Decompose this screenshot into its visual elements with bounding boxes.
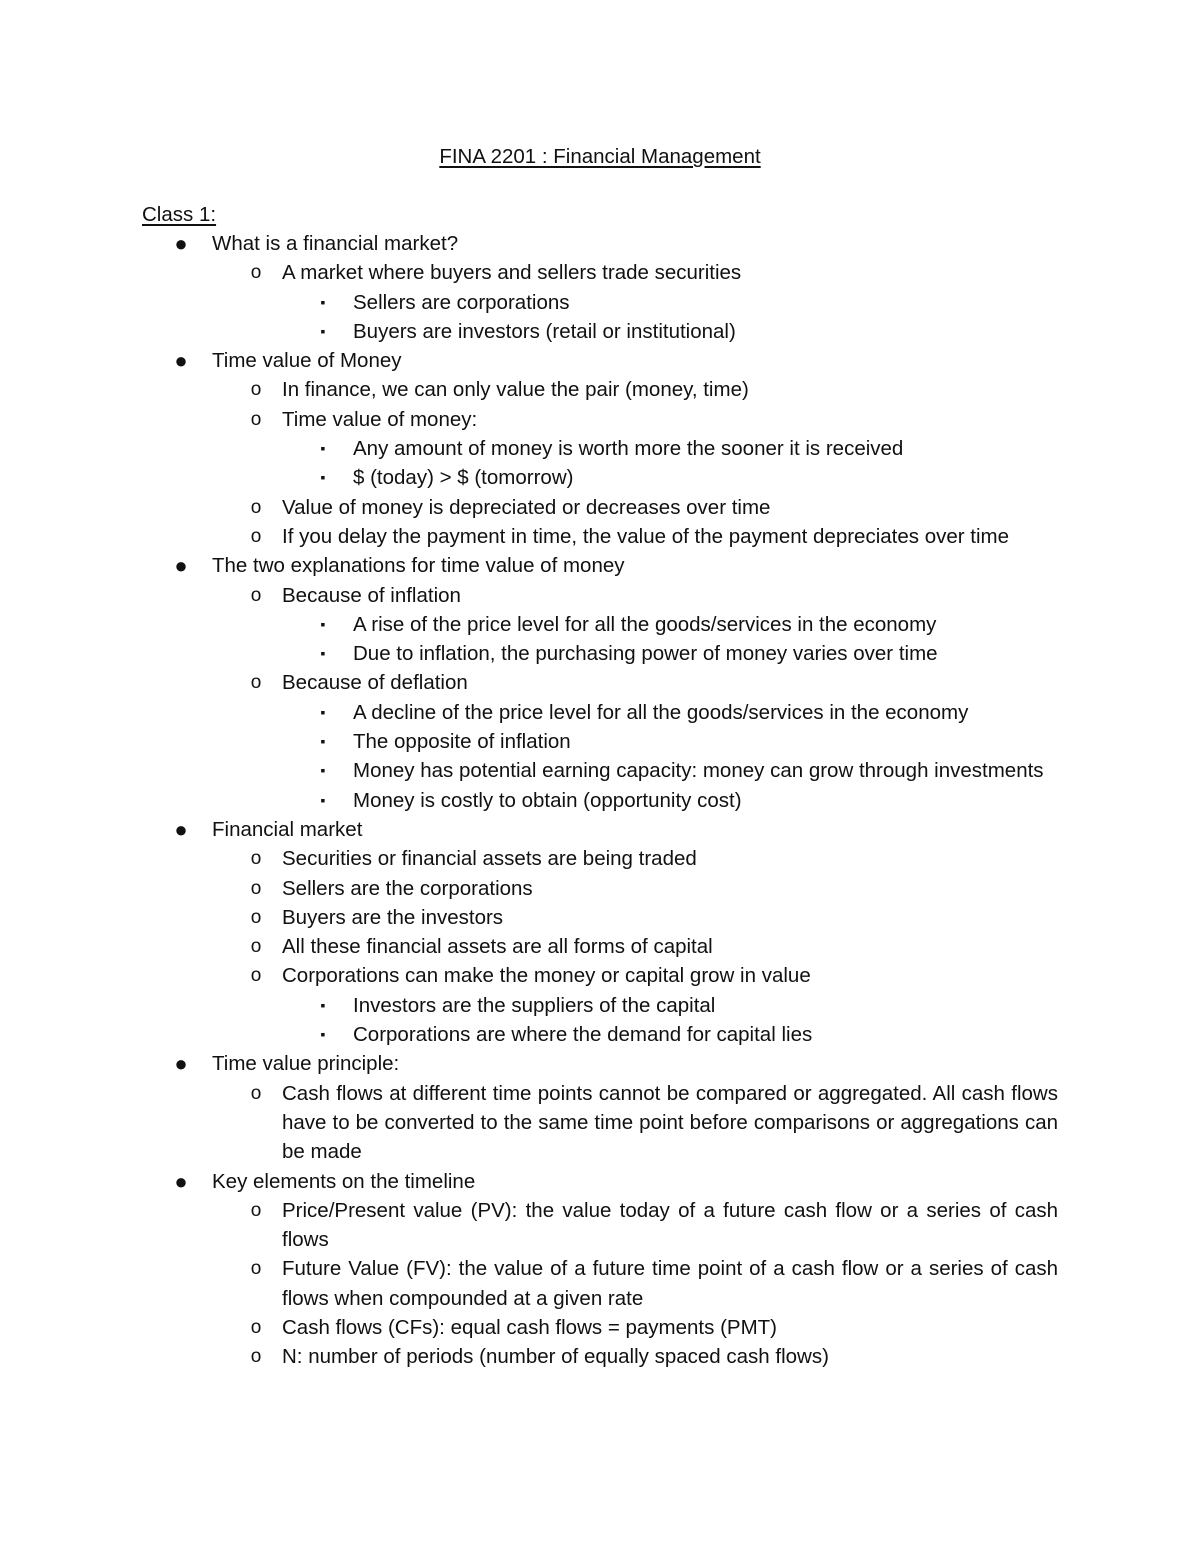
outline-item-text: Financial market (212, 817, 363, 841)
disc-bullet-icon: ● (174, 1051, 188, 1077)
circle-bullet-icon: o (250, 1316, 262, 1338)
section-heading: Class 1: (142, 203, 217, 226)
outline-item-level-2 (0, 961, 1200, 990)
outline-item-text: Cash flows at different time points cannot be compared or aggregated. All cash flows have to be converted to the same time point before comparisons or aggregations can be made (282, 1081, 1058, 1164)
circle-bullet-icon: o (250, 877, 262, 899)
outline-item-text: Key elements on the timeline (212, 1169, 476, 1193)
circle-bullet-icon: o (250, 379, 262, 401)
circle-bullet-icon: o (250, 408, 262, 430)
square-bullet-icon: ▪ (320, 791, 326, 808)
outline-item-level-2 (0, 1196, 1200, 1255)
outline-item-level-2 (0, 493, 1200, 522)
outline-item-level-3 (0, 991, 1200, 1020)
circle-bullet-icon: o (250, 496, 262, 518)
outline-item-text: All these financial assets are all forms of capital (282, 935, 713, 959)
outline-item-text: A rise of the price level for all the goods/services in the economy (353, 612, 937, 636)
outline-item-text: Securities or financial assets are being traded (282, 847, 697, 871)
outline-item-level-2 (0, 375, 1200, 404)
disc-bullet-icon: ● (174, 553, 188, 579)
outline-item-text: Money is costly to obtain (opportunity cost) (353, 788, 742, 812)
outline-item-text: Buyers are investors (retail or institutional) (353, 319, 736, 343)
outline-item-text: Price/Present value (PV): the value today of a future cash flow or a series of cash flows (282, 1198, 1058, 1252)
square-bullet-icon: ▪ (320, 1026, 326, 1043)
outline-item-text: Cash flows (CFs): equal cash flows = payments (PMT) (282, 1315, 777, 1339)
outline-item-level-2 (0, 844, 1200, 873)
circle-bullet-icon: o (250, 584, 262, 606)
outline-item-level-2 (0, 668, 1200, 697)
square-bullet-icon: ▪ (320, 703, 326, 720)
outline-item-text: If you delay the payment in time, the value of the payment depreciates over time (282, 524, 1010, 548)
disc-bullet-icon: ● (174, 816, 188, 842)
outline-item-text: Time value of Money (212, 349, 402, 373)
outline-item-level-3 (0, 698, 1200, 727)
outline-item-level-1 (0, 551, 1200, 580)
square-bullet-icon: ▪ (320, 293, 326, 310)
square-bullet-icon: ▪ (320, 322, 326, 339)
circle-bullet-icon: o (250, 1082, 262, 1104)
outline-item-level-2 (0, 1342, 1200, 1371)
outline-item-text: Corporations are where the demand for capital lies (353, 1023, 813, 1047)
outline-item-level-1 (0, 1167, 1200, 1196)
outline-item-text: Due to inflation, the purchasing power of money varies over time (353, 642, 938, 666)
outline-item-level-3 (0, 639, 1200, 668)
outline-item-level-3 (0, 288, 1200, 317)
outline-item-text: A decline of the price level for all the goods/services in the economy (353, 700, 969, 724)
circle-bullet-icon: o (250, 1258, 262, 1280)
circle-bullet-icon: o (250, 1199, 262, 1221)
outline-item-level-2 (0, 405, 1200, 434)
outline-item-text: Time value of money: (282, 407, 478, 431)
outline-item-text: Sellers are corporations (353, 290, 570, 314)
outline-item-level-1 (0, 229, 1200, 258)
outline-item-level-3 (0, 463, 1200, 492)
outline-item-level-2 (0, 1313, 1200, 1342)
outline-item-level-2 (0, 874, 1200, 903)
circle-bullet-icon: o (250, 906, 262, 928)
document-title: FINA 2201 : Financial Management (439, 145, 761, 168)
outline-item-text: In finance, we can only value the pair (money, time) (282, 378, 749, 402)
outline-item-text: Future Value (FV): the value of a future time point of a cash flow or a series of cash flows when compounded at a given rate (282, 1257, 1058, 1310)
outline-item-text: Investors are the suppliers of the capital (353, 993, 716, 1017)
square-bullet-icon: ▪ (320, 762, 326, 779)
circle-bullet-icon: o (250, 672, 262, 694)
outline-item-level-2 (0, 1079, 1200, 1167)
square-bullet-icon: ▪ (320, 645, 326, 662)
square-bullet-icon: ▪ (320, 996, 326, 1013)
outline-item-text: What is a financial market? (212, 232, 459, 255)
circle-bullet-icon: o (250, 1346, 262, 1368)
circle-bullet-icon: o (250, 262, 262, 284)
outline-item-level-2 (0, 1254, 1200, 1313)
square-bullet-icon: ▪ (320, 469, 326, 486)
disc-bullet-icon: ● (174, 348, 188, 374)
outline-item-text: The opposite of inflation (353, 730, 571, 754)
circle-bullet-icon: o (250, 525, 262, 547)
outline-item-level-3 (0, 317, 1200, 346)
outline-item-text: Value of money is depreciated or decreases over time (282, 495, 771, 519)
outline-item-level-3 (0, 434, 1200, 463)
outline-item-level-2 (0, 932, 1200, 961)
outline-item-level-2 (0, 581, 1200, 610)
disc-bullet-icon: ● (174, 1168, 188, 1194)
outline-item-level-3 (0, 1020, 1200, 1049)
outline-item-level-3 (0, 756, 1200, 785)
circle-bullet-icon: o (250, 936, 262, 958)
square-bullet-icon: ▪ (320, 615, 326, 632)
outline-item-text: N: number of periods (number of equally spaced cash flows) (282, 1345, 829, 1369)
disc-bullet-icon: ● (174, 231, 188, 256)
outline-item-text: A market where buyers and sellers trade securities (282, 261, 742, 285)
outline-item-level-2 (0, 258, 1200, 287)
outline-item-level-1 (0, 815, 1200, 844)
circle-bullet-icon: o (250, 965, 262, 987)
outline-item-text: Sellers are the corporations (282, 876, 533, 900)
outline-item-text: Time value principle: (212, 1052, 400, 1076)
outline-item-level-3 (0, 786, 1200, 815)
square-bullet-icon: ▪ (320, 440, 326, 457)
outline-item-level-1 (0, 1049, 1200, 1078)
circle-bullet-icon: o (250, 848, 262, 870)
outline-item-text: $ (today) > $ (tomorrow) (353, 466, 574, 490)
outline-item-level-2 (0, 522, 1200, 551)
outline-item-text: Any amount of money is worth more the sooner it is received (353, 437, 904, 461)
outline-item-level-3 (0, 610, 1200, 639)
outline-item-text: Corporations can make the money or capital grow in value (282, 964, 811, 988)
outline-item-text: Because of inflation (282, 583, 461, 607)
outline-item-text: Buyers are the investors (282, 905, 504, 929)
outline-list (0, 229, 1200, 1372)
outline-item-level-3 (0, 727, 1200, 756)
outline-item-text: Because of deflation (282, 671, 468, 695)
outline-item-level-1 (0, 346, 1200, 375)
square-bullet-icon: ▪ (320, 733, 326, 750)
outline-item-text: The two explanations for time value of money (212, 554, 625, 578)
outline-item-level-2 (0, 903, 1200, 932)
outline-item-text: Money has potential earning capacity: money can grow through investments (353, 759, 1044, 783)
